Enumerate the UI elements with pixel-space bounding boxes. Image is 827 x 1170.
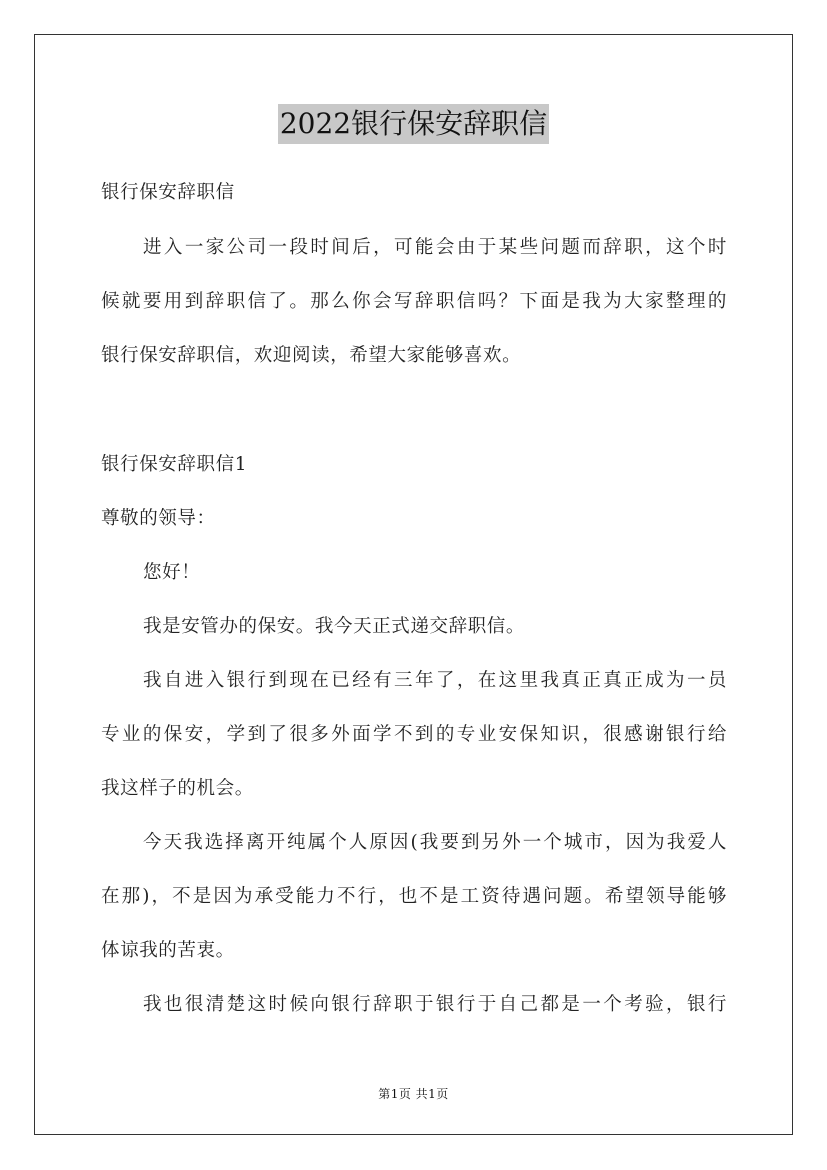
body-line: 我这样子的机会。 — [101, 778, 254, 799]
body-line: 我自进入银行到现在已经有三年了，在这里我真正真正成为一员 — [143, 670, 727, 691]
intro-line: 进入一家公司一段时间后，可能会由于某些问题而辞职，这个时 — [143, 237, 727, 258]
salutation: 尊敬的领导： — [101, 508, 216, 529]
intro-line: 银行保安辞职信，欢迎阅读，希望大家能够喜欢。 — [101, 345, 522, 366]
greeting: 您好！ — [143, 562, 201, 583]
intro-line: 候就要用到辞职信了。那么你会写辞职信吗？下面是我为大家整理的 — [101, 291, 727, 312]
document-subtitle: 银行保安辞职信 — [101, 182, 235, 203]
body-line: 今天我选择离开纯属个人原因(我要到另外一个城市，因为我爱人 — [143, 832, 727, 853]
body-line: 在那)，不是因为承受能力不行，也不是工资待遇问题。希望领导能够 — [101, 886, 727, 907]
body-line: 体谅我的苦衷。 — [101, 940, 235, 961]
title-container — [0, 104, 827, 144]
document-title: 2022银行保安辞职信 — [278, 104, 549, 144]
body-line: 我也很清楚这时候向银行辞职于银行于自己都是一个考验，银行 — [143, 994, 727, 1015]
section-heading: 银行保安辞职信1 — [101, 454, 248, 475]
body-line: 我是安管办的保安。我今天正式递交辞职信。 — [143, 616, 526, 637]
body-line: 专业的保安，学到了很多外面学不到的专业安保知识，很感谢银行给 — [101, 724, 727, 745]
page-footer: 第1页 共1页 — [378, 1087, 449, 1101]
